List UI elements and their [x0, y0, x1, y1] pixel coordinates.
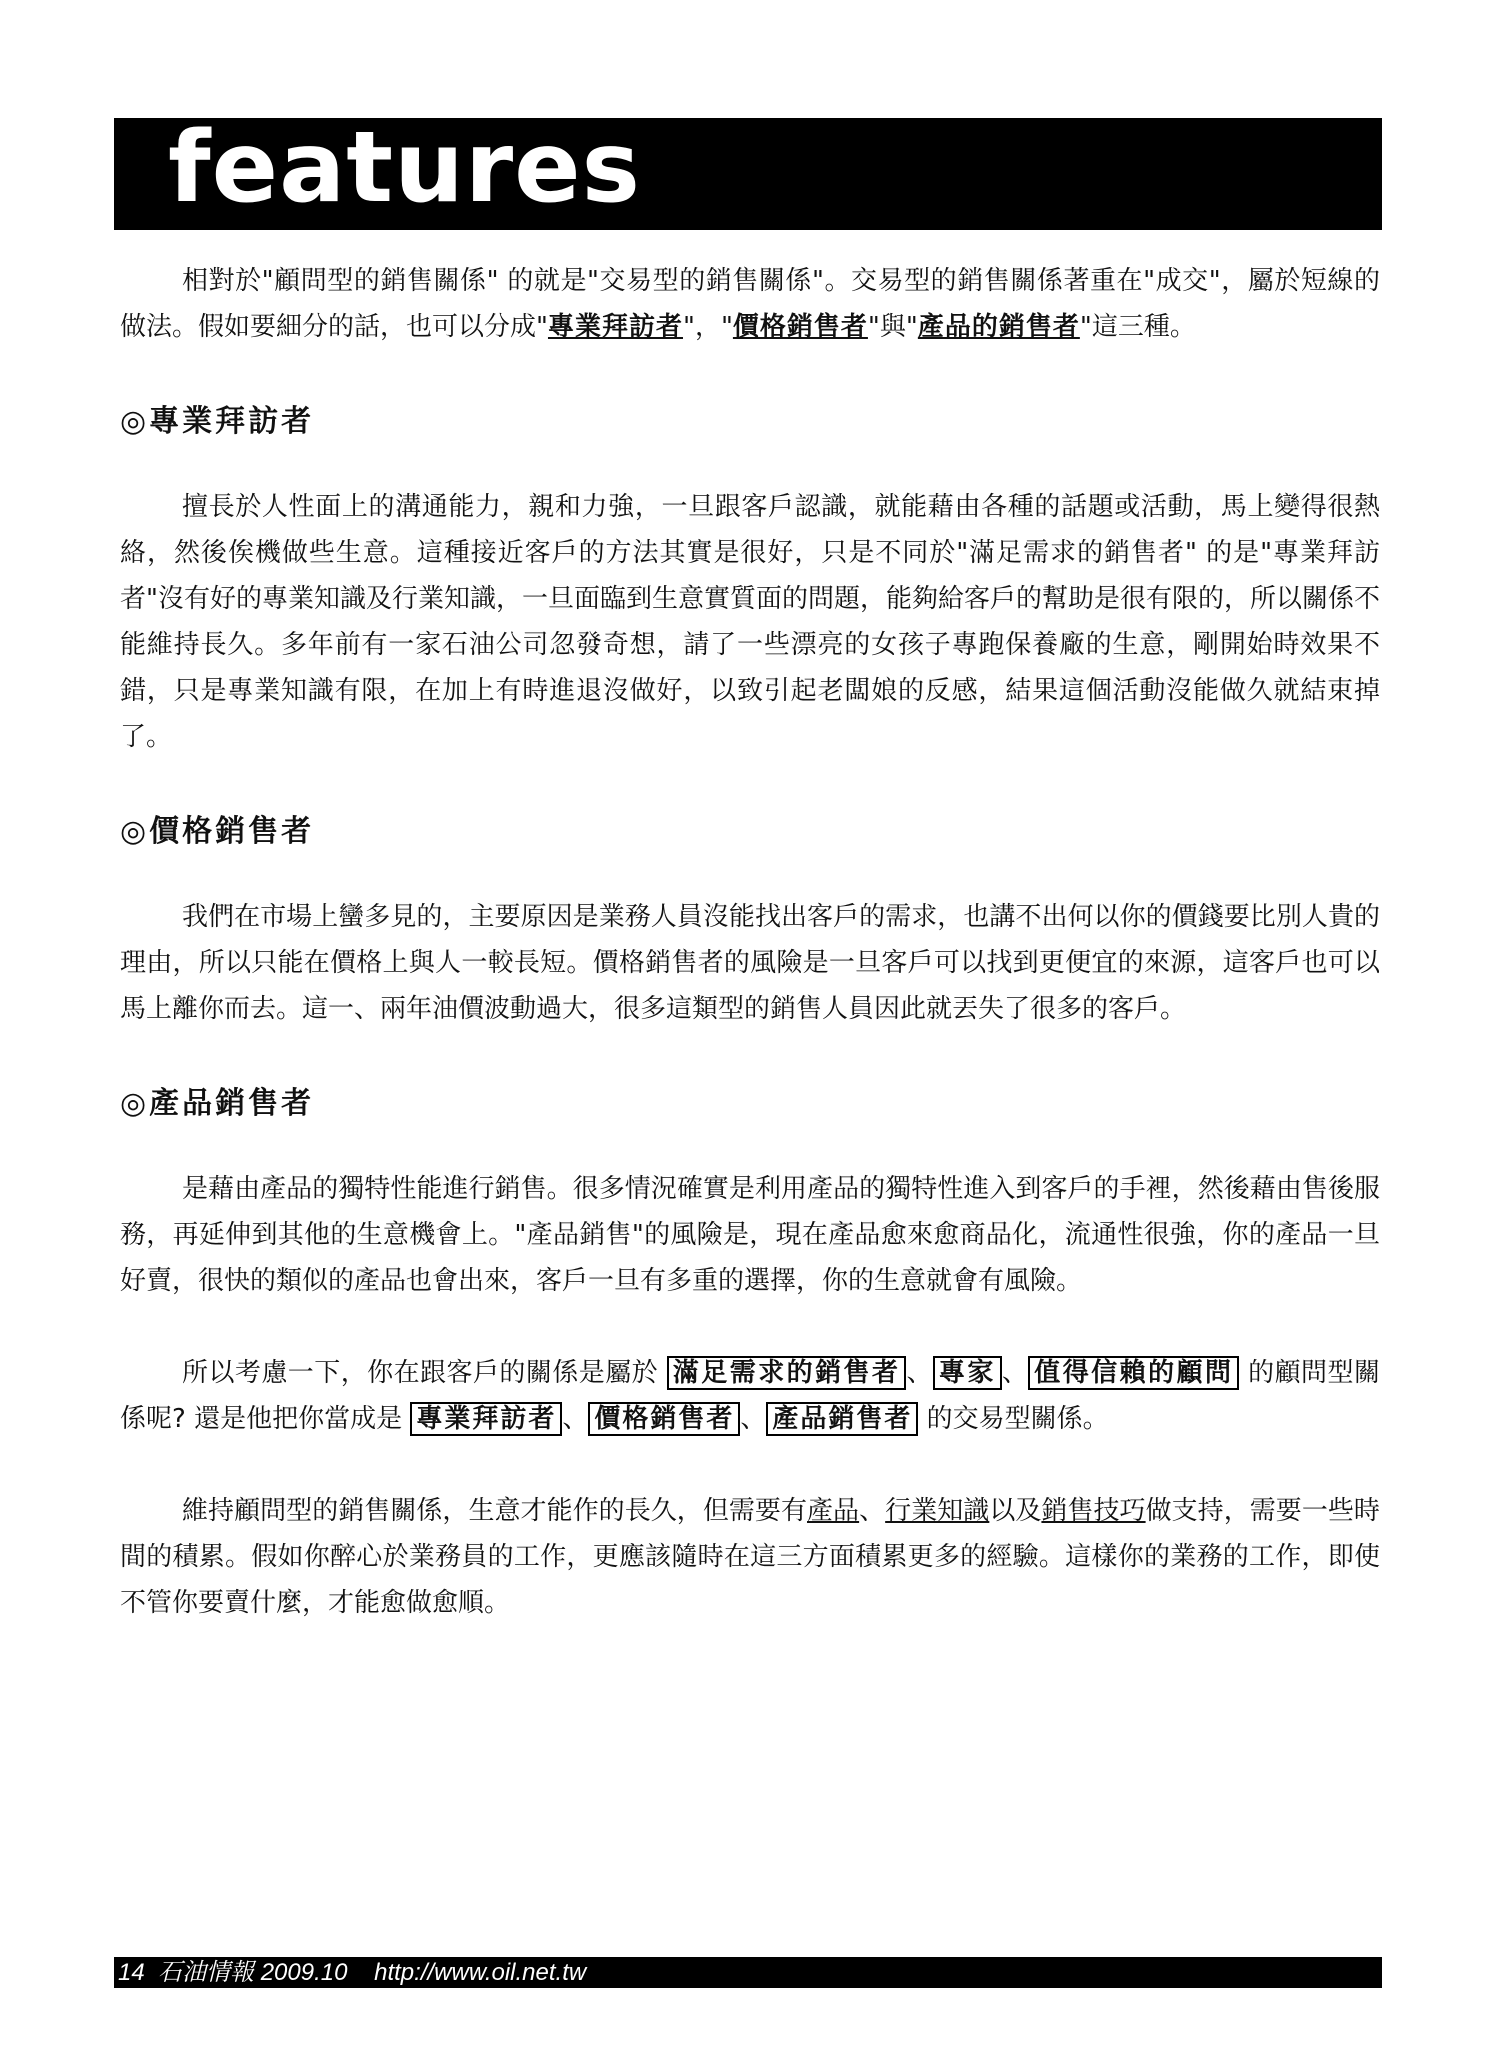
intro-text: "與" — [867, 312, 918, 342]
boxed-term: 專業拜訪者 — [410, 1402, 562, 1436]
footer-text: 14 石油情報 2009.10 http://www.oil.net.tw — [118, 1959, 587, 1986]
underlined-term: 行業知識 — [885, 1496, 990, 1526]
keyword-product-seller: 產品的銷售者 — [917, 312, 1080, 342]
intro-text: 相對於"顧問型的銷售關係" 的就是"交易型的銷售關係"。交易型的銷售關係著重在"成交"，屬於短線的做法。假如要細分的話，也可以分成" — [120, 266, 1380, 342]
conclusion-text: 的顧問型關係呢? 還是他把你當成是 — [120, 1358, 1380, 1434]
separator: 、 — [859, 1496, 886, 1526]
boxed-term: 滿足需求的銷售者 — [667, 1356, 907, 1390]
underlined-term: 產品 — [807, 1496, 860, 1526]
section-paragraph: 是藉由產品的獨特性能進行銷售。很多情況確實是利用產品的獨特性進入到客戶的手裡，然後藉由售後服務，再延伸到其他的生意機會上。"產品銷售"的風險是，現在產品愈來愈商品化，流通性很強，你的產品一旦好賣，很快的類似的產品也會出來，客戶一旦有多重的選擇，你的生意就會有風險。 — [120, 1174, 1380, 1296]
boxed-term: 值得信賴的顧問 — [1028, 1356, 1239, 1390]
section-heading: ◎產品銷售者 — [120, 1086, 315, 1121]
section-paragraph: 擅長於人性面上的溝通能力，親和力強，一旦跟客戶認識，就能藉由各種的話題或活動，馬上變得很熱絡，然後俟機做些生意。這種接近客戶的方法其實是很好，只是不同於"滿足需求的銷售者" 的是"專業拜訪者"沒有好的專業知識及行業知識，一旦面臨到生意實質面的問題，能夠給客戶的幫助是很有限的，所以關係不能維持長久。多年前有一家石油公司忽發奇想，請了一些漂亮的女孩子專跑保養廠的生意，剛開始時效果不錯，只是專業知識有限，在加上有時進退沒做好，以致引起老闆娘的反感，結果這個活動沒能做久就結束掉了。 — [120, 492, 1380, 752]
underlined-term: 銷售技巧 — [1041, 1496, 1146, 1526]
header-bar — [114, 111, 1382, 230]
conclusion-paragraph — [120, 1350, 1380, 1442]
separator: 、 — [906, 1358, 933, 1388]
section-heading: ◎價格銷售者 — [120, 814, 315, 849]
final-text: 維持顧問型的銷售關係，生意才能作的長久，但需要有 — [182, 1496, 808, 1526]
intro-text: "，" — [682, 312, 733, 342]
final-paragraph — [120, 1488, 1380, 1626]
separator: 、 — [1001, 1358, 1029, 1388]
keyword-price-seller: 價格銷售者 — [732, 312, 868, 342]
final-text: 以及 — [989, 1496, 1042, 1526]
article-body — [120, 258, 1380, 1626]
boxed-term: 專家 — [933, 1356, 1002, 1390]
boxed-term: 產品銷售者 — [766, 1402, 918, 1436]
conclusion-text: 所以考慮一下，你在跟客戶的關係是屬於 — [182, 1358, 667, 1388]
separator: 、 — [740, 1404, 767, 1434]
keyword-professional-visitor: 專業拜訪者 — [547, 312, 683, 342]
final-text: 做支持，需要一些時間的積累。假如你醉心於業務員的工作，更應該隨時在這三方面積累更多的經驗。這樣你的業務的工作，即使不管你要賣什麼，才能愈做愈順。 — [120, 1496, 1380, 1618]
boxed-term: 價格銷售者 — [588, 1402, 740, 1436]
separator: 、 — [562, 1404, 589, 1434]
section-heading: ◎專業拜訪者 — [120, 404, 315, 439]
footer-bar — [114, 1957, 1382, 1988]
page-title: features — [168, 111, 641, 225]
intro-text: "這三種。 — [1079, 312, 1196, 342]
conclusion-text: 的交易型關係。 — [918, 1404, 1109, 1434]
intro-paragraph — [120, 258, 1380, 350]
section-paragraph: 我們在市場上蠻多見的，主要原因是業務人員沒能找出客戶的需求，也講不出何以你的價錢要比別人貴的理由，所以只能在價格上與人一較長短。價格銷售者的風險是一旦客戶可以找到更便宜的來源，這客戶也可以馬上離你而去。這一、兩年油價波動過大，很多這類型的銷售人員因此就丟失了很多的客戶。 — [120, 902, 1380, 1024]
